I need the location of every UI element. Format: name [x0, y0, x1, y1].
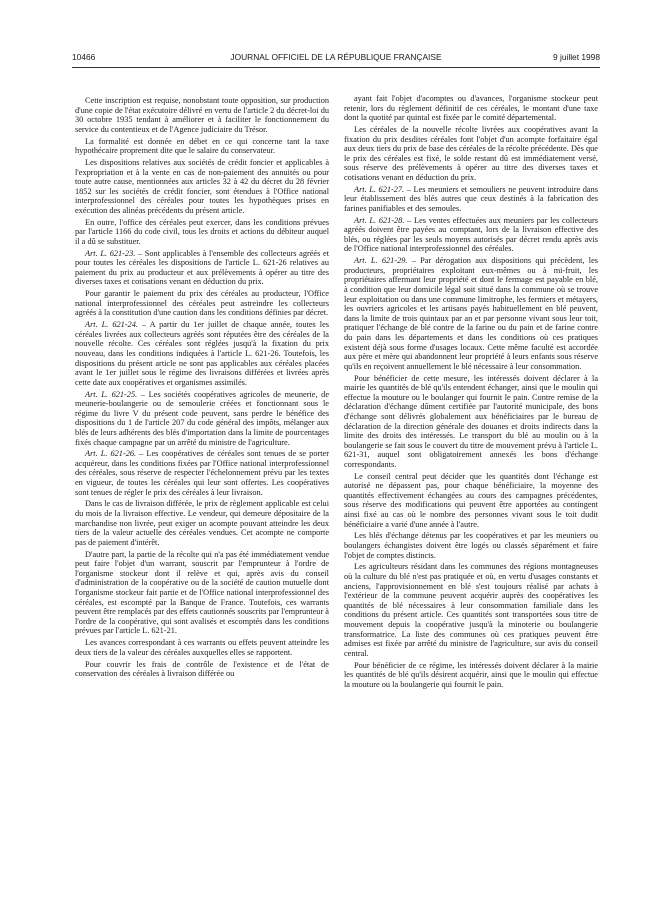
article-reference: Art. L. 621-28. [354, 215, 405, 225]
paragraph [344, 472, 598, 530]
paragraph-text: – Par dérogation aux dispositions qui précèdent, les producteurs, propriétaires exploitant eux-mêmes ou à mi-fruit, les propriétaires affermant leur propriété et dont le fermage est payable en blé, à condition que leur domicile légal soit situé dans la commune où se trouve leur exploitation ou dans une commune limitrophe, les fermiers et métayers, les ouvriers agricoles et les artisans payés habituellement en blé peuvent, dans la limite de trois quintaux par an et par personne vivant sous leur toit, pratiquer l'échange de blé contre de la farine ou du pain et de farine contre du pain dans les départements et dans les conditions où ces pratiques existent déjà sous forme d'usages locaux. Cette même faculté est accordée aux père et mère qui abandonnent leur propriété à leurs enfants sous réserve qu'ils en reçoivent annuellement le blé nécessaire à leur consommation. [344, 256, 598, 371]
paragraph [344, 216, 598, 254]
page-header [72, 52, 600, 64]
paragraph-text: Les dispositions relatives aux sociétés de crédit foncier et applicables à l'expropriation et à la vente en cas de non-paiement des annuités ou pour toute autre cause, mentionnées aux articles 32 à 42 du décret du 28 février 1852 sur les sociétés de crédit foncier, sont étendues à l'Office national interprofessionnel des céréales pour toutes les hypothèques prises en exécution des alinéas précédents du présent article. [75, 157, 329, 215]
paragraph-text: Pour bénéficier de cette mesure, les intéressés doivent déclarer à la mairie les quantités de blé qu'ils entendent échanger, ainsi que le moulin qui effectue la mouture ou le boulanger qui fournit le pain. Contre remise de la déclaration d'échange dûment certifiée par l'autorité municipale, des bons d'échange sont délivrés globalement aux bénéficiaires par le bureau de déclaration de la direction générale des douanes et droits indirects dans la limite des droits des intéressés. Le transport du blé au moulin ou à la boulangerie se fait sous le couvert du titre de mouvement prévu à l'article L. 621-31, auquel sont obligatoirement annexés les bons d'échange correspondants. [344, 373, 598, 469]
paragraph-text: Dans le cas de livraison différée, le prix de règlement applicable est celui du mois de la livraison effective. Le vendeur, qui demeure dépositaire de la marchandise non livrée, peut exiger un acompte pouvant atteindre les deux tiers de la valeur actuelle des céréales vendues. Cet acompte ne comporte pas de paiement d'intérêt. [75, 499, 329, 547]
paragraph-text: Les céréales de la nouvelle récolte livrées aux coopératives avant la fixation du prix desdites céréales font l'objet d'un acompte forfaitaire égal aux deux tiers du prix de base des céréales de la récolte précédente. Dès que le prix des céréales est fixé, le solde restant dû est immédiatement versé, sous réserve des prélèvements à opérer au titre des diverses taxes et cotisations venant en déduction du prix. [344, 124, 598, 182]
paragraph [75, 499, 329, 547]
article-reference: Art. L. 621-26. [85, 449, 137, 459]
paragraph [75, 158, 329, 216]
paragraph [344, 125, 598, 183]
paragraph-text: – Les sociétés coopératives agricoles de meunerie, de meunerie-boulangerie ou de semoulerie créées et fonctionnant sous le régime du livre V du présent code peuvent, sans perdre le bénéfice des dispositions du 1 de l'article 207 du code général des impôts, mélanger aux blés de leurs adhérents des blés d'importation dans la limite de pourcentages fixés chaque campagne par un arrêté du ministre de l'agriculture. [75, 389, 329, 447]
paragraph [344, 185, 598, 214]
article-reference: Art. L. 621-24. [85, 320, 138, 330]
article-reference: Art. L. 621-29. [354, 256, 408, 266]
paragraph [75, 289, 329, 318]
paragraph-text: – Les meuniers et semouliers ne peuvent introduire dans leur établissement des blés autres que ceux destinés à la fabrication des farines panifiables et des semoules. [344, 184, 598, 213]
paragraph [75, 218, 329, 247]
paragraph [344, 531, 598, 560]
paragraph [75, 390, 329, 448]
paragraph-text: Pour couvrir les frais de contrôle de l'existence et de l'état de conservation des céréales à livraison différée ou [75, 659, 329, 679]
paragraph-text: – Sont applicables à l'ensemble des collecteurs agréés et pour toutes les céréales les dispositions de l'article L. 621-26 relatives au paiement du prix au producteur et aux prélèvements à opérer au titre des diverses taxes et cotisations venant en déduction du prix. [75, 248, 330, 287]
paragraph [75, 660, 329, 679]
paragraph-text: Pour bénéficier de ce régime, les intéressés doivent déclarer à la mairie les quantités de blé qu'ils désirent acquérir, ainsi que le moulin qui effectue la mouture ou la boulangerie qui fournit le pain. [344, 660, 598, 689]
header-rule [72, 67, 600, 68]
journal-title: JOURNAL OFFICIEL DE LA RÉPUBLIQUE FRANÇAISE [230, 52, 442, 62]
paragraph [344, 374, 598, 470]
paragraph-text: En outre, l'office des céréales peut exercer, dans les conditions prévues par l'article 1166 du code civil, tous les droits et actions du débiteur auquel il a dû se substituer. [75, 217, 329, 246]
paragraph-text: Les blés d'échange détenus par les coopératives et par les meuniers ou boulangers échangistes doivent être logés ou classés séparément et faire l'objet de comptes distincts. [344, 531, 598, 560]
page-number: 10466 [72, 52, 96, 62]
paragraph-text: D'autre part, la partie de la récolte qui n'a pas été immédiatement vendue peut faire l'objet d'un warrant, souscrit par l'emprunteur à l'ordre de l'organisme stockeur dont il relève et qui, après avis du conseil d'administration de la coopérative ou de la société de caution mutuelle dont l'organisme stockeur fait partie et de l'Office national interprofessionnel des céréales, est escompté par la Banque de France. Toutefois, ces warrants peuvent être remplacés par des effets cautionnés souscrits par l'emprunteur à l'ordre de la coopérative, qui sont avalisés et escomptés dans les conditions prévues par l'article L. 621-21. [75, 549, 329, 636]
paragraph-text: La formalité est donnée en débet en ce qui concerne tant la taxe hypothécaire proprement dite que le salaire du conservateur. [75, 136, 329, 156]
paragraph [75, 449, 329, 497]
paragraph-text: Le conseil central peut décider que les quantités dont l'échange est autorisé ne dépassent pas, pour chaque bénéficiaire, la moyenne des quantités effectivement échangées au cours des campagnes précédentes, sous réserve des modifications qui peuvent être apportées au contingent ainsi fixé au cas où le nombre des personnes vivant sous le toit dudit bénéficiaire a varié d'une année à l'autre. [344, 471, 598, 529]
paragraph [344, 661, 598, 690]
right-column [344, 94, 598, 692]
paragraph-text: Les avances correspondant à ces warrants ou effets peuvent atteindre les deux tiers de la valeur des céréales auxquelles elles se rapportent. [75, 638, 329, 657]
paragraph [344, 562, 598, 658]
paragraph-text: – A partir du 1er juillet de chaque année, toutes les céréales livrées aux collecteurs agréés sont réputées être des céréales de la nouvelle récolte. Ces céréales sont réglées jusqu'à la fixation du prix nouveau, dans les conditions indiquées à l'article L. 621-26. Toutefois, les dispositions du présent article ne sont pas applicables aux céréales placées avant le 1er juillet sous le régime des livraisons différées et livrées après cette date aux coopératives et organismes assimilés. [75, 320, 329, 387]
paragraph-text: – Les coopératives de céréales sont tenues de se porter acquéreur, dans les conditions fixées par l'Office national interprofessionnel des céréales, sous réserve de respecter l'échelonnement prévu par les textes en vigueur, de toutes les céréales qui leur sont offertes. Les coopératives sont tenues de régler le prix des céréales à leur livraison. [75, 449, 329, 497]
left-column [75, 96, 329, 681]
paragraph [75, 249, 329, 287]
paragraph [75, 638, 329, 657]
paragraph [75, 550, 329, 636]
article-reference: Art. L. 621-27. [354, 184, 405, 194]
article-reference: Art. L. 621-25. [85, 389, 138, 399]
paragraph-text: Les agriculteurs résidant dans les communes des régions montagneuses où la culture du blé n'est pas pratiquée et où, en vertu d'usages constants et anciens, l'approvisionnement en blé s'est toujours réalisé par achats à l'extérieur de la commune peuvent acquérir auprès des coopératives les quantités de blé nécessaires à leur consommation familiale dans les conditions du présent article. Ces quantités sont transportées sous titre de mouvement depuis la coopérative jusqu'à la minoterie ou boulangerie transformatrice. La liste des communes où ces pratiques peuvent être admises est fixée par arrêté du ministre de l'agriculture, sur avis du conseil central. [344, 562, 598, 658]
article-reference: Art. L. 621-23. [85, 248, 136, 258]
paragraph [344, 256, 598, 371]
paragraph-text: ayant fait l'objet d'acomptes ou d'avances, l'organisme stockeur peut retenir, lors du règlement définitif de ces céréales, le montant d'une taxe dont la quotité par quintal est fixée par le comité départemental. [344, 94, 598, 123]
paragraph [75, 96, 329, 134]
publication-date: 9 juillet 1998 [552, 52, 600, 62]
paragraph-text: Pour garantir le paiement du prix des céréales au producteur, l'Office national interprofessionnel des céréales peut astreindre les collecteurs agréés à la constitution d'une caution dans les conditions définies par décret. [75, 289, 329, 318]
paragraph-text: Cette inscription est requise, nonobstant toute opposition, sur production d'une copie de l'état exécutoire délivré en vertu de l'article 2 du décret-loi du 30 octobre 1935 tendant à améliorer et à faciliter le fonctionnement du service du contentieux et de l'Agence judiciaire du Trésor. [75, 96, 329, 134]
paragraph [75, 137, 329, 156]
paragraph [75, 320, 329, 387]
paragraph [344, 94, 598, 123]
paragraph-text: – Les ventes effectuées aux meuniers par les collecteurs agréés doivent être payées au comptant, lors de la livraison effective des blés, ou réglées par les seuls moyens autorisés par décret rendu après avis de l'Office national interprofessionnel des céréales. [344, 215, 598, 254]
